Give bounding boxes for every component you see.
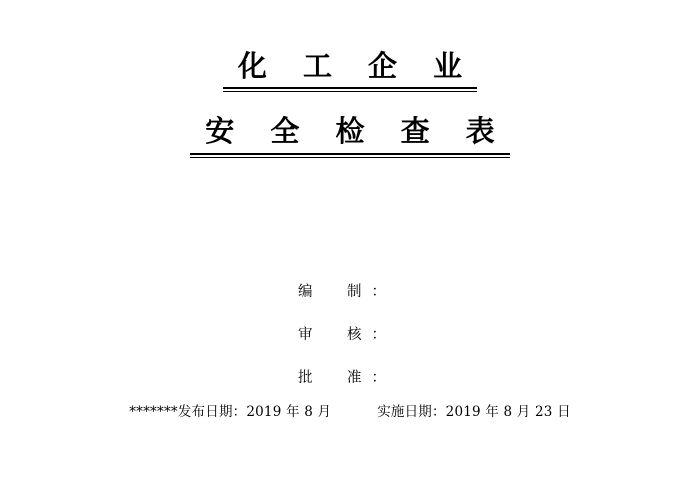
effective-date-text: 实施日期：2019 年 8 月 23 日	[377, 404, 571, 420]
document-title-line-2: 安 全 检 查 表	[190, 113, 509, 154]
field-label-prepared-by: 编 制	[298, 284, 372, 300]
field-label-reviewed-by: 审 核	[298, 327, 372, 343]
field-row-prepared-by	[0, 280, 700, 301]
signature-fields	[0, 280, 700, 409]
field-colon-approved-by: ：	[371, 370, 386, 386]
title-block	[0, 48, 700, 155]
field-colon-reviewed-by: ：	[371, 327, 386, 343]
footer-dates	[0, 400, 700, 420]
issue-date-text: *******发布日期：2019 年 8 月	[129, 404, 332, 420]
field-row-reviewed-by	[0, 323, 700, 344]
document-title-line-1: 化 工 企 业	[223, 48, 477, 89]
field-row-approved-by	[0, 366, 700, 387]
field-label-approved-by: 批 准	[298, 370, 372, 386]
field-colon-prepared-by: ：	[371, 284, 386, 300]
